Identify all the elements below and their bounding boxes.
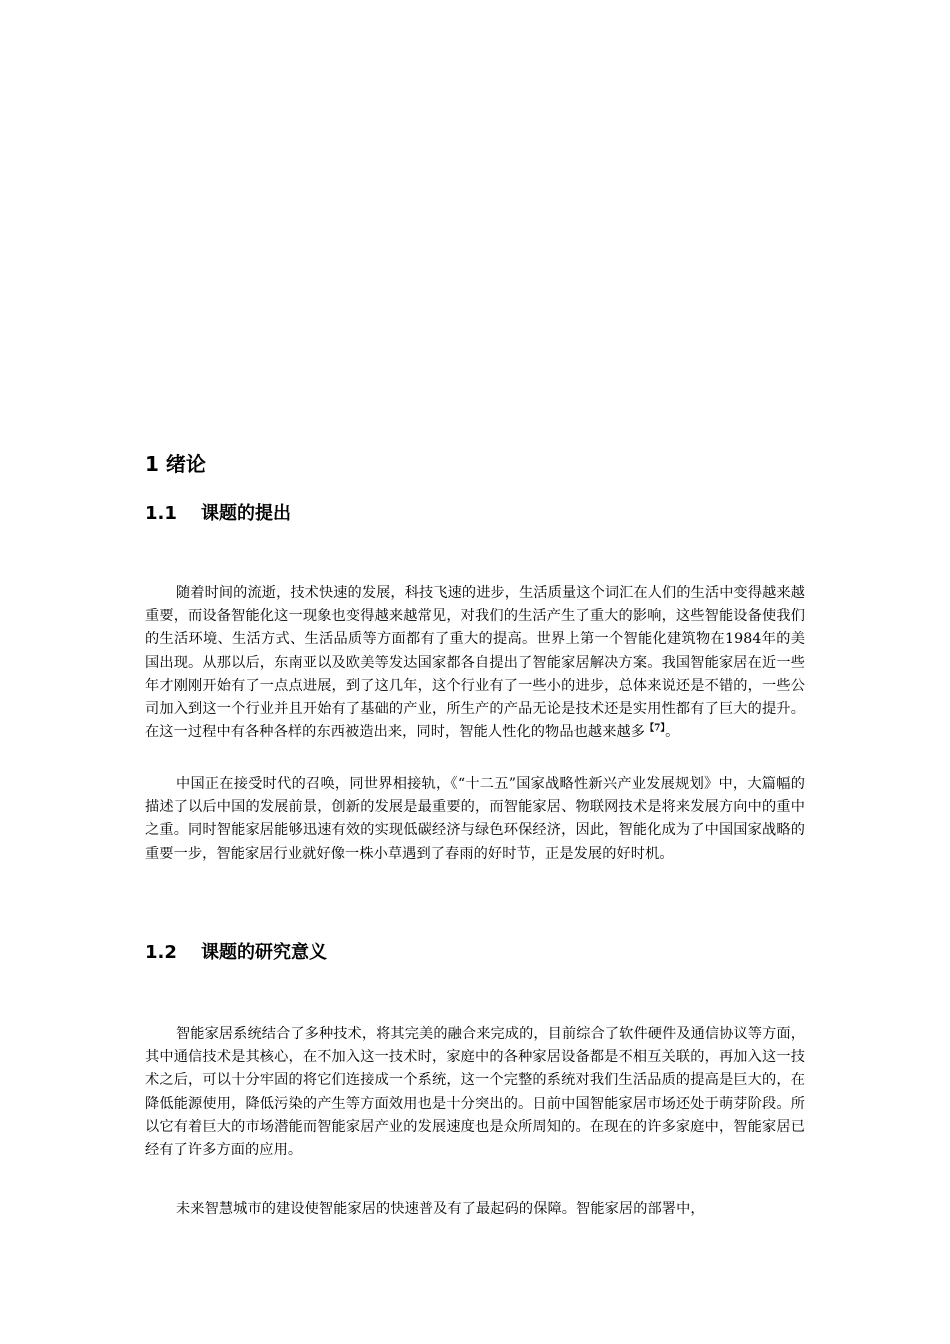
paragraph <box>145 773 805 866</box>
paragraph <box>145 582 805 744</box>
section-heading-1-2 <box>145 940 327 966</box>
paragraph-text: 智能家居系统结合了多种技术，将其完美的融合来完成的，目前综合了软件硬件及通信协议等方面，其中通信技术是其核心，在不加入这一技术时，家庭中的各种家居设备都是不相互关联的，再加入这一技术之后，可以十分牢固的将它们连接成一个系统，这一个完整的系统对我们生活品质的提高是巨大的，在降低能源使用，降低污染的产生等方面效用也是十分突出的。日前中国智能家居市场还处于萌芽阶段。所以它有着巨大的市场潜能而智能家居产业的发展速度也是众所周知的。在现在的许多家庭中，智能家居已经有了许多方面的应用。 <box>145 1026 805 1159</box>
paragraph-tail: 。 <box>665 724 680 741</box>
section-heading-1-1 <box>145 501 291 527</box>
paragraph-text: 中国正在接受时代的召唤，同世界相接轨，《“十二五”国家战略性新兴产业发展规划》中，大篇幅的描述了以后中国的发展前景，创新的发展是最重要的，而智能家居、物联网技术是将来发展方向中的重中之重。同时智能家居能够迅速有效的实现低碳经济与绿色环保经济，因此，智能化成为了中国国家战略的重要一步，智能家居行业就好像一株小草遇到了春雨的好时节，正是发展的好时机。 <box>145 776 805 862</box>
paragraph <box>145 1023 805 1162</box>
paragraph <box>145 1198 805 1221</box>
citation-marker: 【7】 <box>645 723 666 734</box>
paragraph-text: 未来智慧城市的建设使智能家居的快速普及有了最起码的保障。智能家居的部署中， <box>176 1201 705 1217</box>
section-number: 1.2 <box>145 942 177 963</box>
section-title: 课题的研究意义 <box>201 942 327 963</box>
paragraph-text: 随着时间的流逝，技术快速的发展，科技飞速的进步，生活质量这个词汇在人们的生活中变得越来越重要，而设备智能化这一现象也变得越来越常见，对我们的生活产生了重大的影响，这些智能设备使我们的生活环境、生活方式、生活品质等方面都有了重大的提高。世界上第一个智能化建筑物在1984年的美国出现。从那以后，东南亚以及欧美等发达国家都各自提出了智能家居解决方案。我国智能家居在近一些年才刚刚开始有了一点点进展，到了这几年，这个行业有了一些小的进步，总体来说还是不错的，一些公司加入到这一个行业并且开始有了基础的产业，所生产的产品无论是技术还是实用性都有了巨大的提升。在这一过程中有各种各样的东西被造出来，同时，智能人性化的物品也越来越多 <box>145 585 805 741</box>
section-number: 1.1 <box>145 503 177 524</box>
chapter-title: 1 绪论 <box>145 452 206 476</box>
section-title: 课题的提出 <box>201 503 291 524</box>
